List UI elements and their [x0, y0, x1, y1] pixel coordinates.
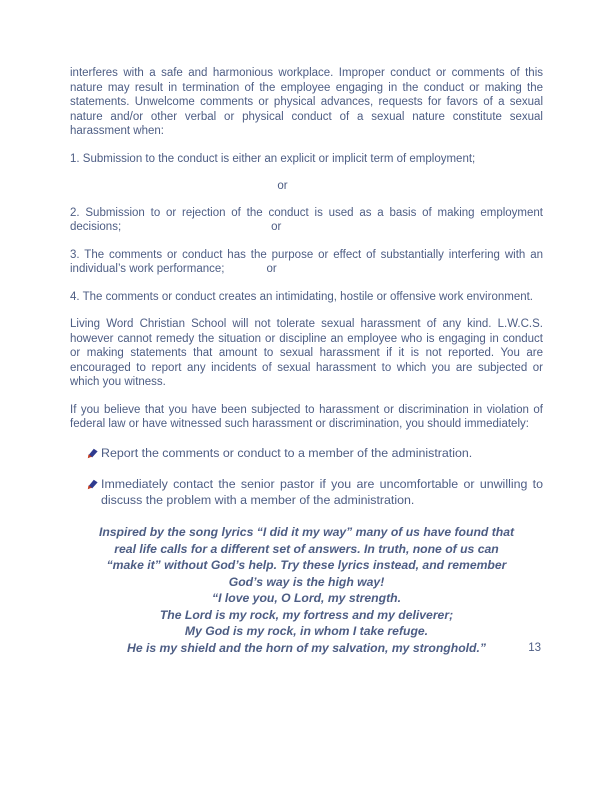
condition-item-3 — [70, 248, 543, 277]
bullet-text: Report the comments or conduct to a member of the administration. — [101, 445, 473, 460]
page-number: 13 — [528, 641, 541, 654]
condition-3-text: 3. The comments or conduct has the purpose or effect of substantially interfering with an individual’s work performance; — [70, 248, 543, 275]
condition-2-text: 2. Submission to or rejection of the conduct is used as a basis of making employment decisions; — [70, 206, 543, 233]
condition-item-4: 4. The comments or conduct creates an intimidating, hostile or offensive work environment. — [70, 290, 533, 303]
condition-item-2 — [70, 206, 543, 235]
arrow-picture-bullet-icon — [87, 445, 101, 464]
or-separator-1: or — [277, 180, 288, 192]
arrow-picture-bullet-icon — [87, 476, 101, 495]
or-separator-2: or — [271, 221, 282, 233]
poem-line: My God is my rock, in whom I take refuge. — [184, 624, 429, 638]
poem-line: “I love you, O Lord, my strength. — [212, 591, 401, 605]
inspirational-quote-block — [70, 524, 543, 656]
poem-line: Inspired by the song lyrics “I did it my way” many of us have found that — [98, 525, 515, 539]
action-bullet-list — [70, 445, 543, 509]
bullet-text: Immediately contact the senior pastor if you are uncomfortable or unwilling to discuss the problem with a member of the administration. — [101, 477, 543, 507]
poem-line: The Lord is my rock, my fortress and my deliverer; — [159, 607, 454, 622]
condition-1-text: 1. Submission to the conduct is either an explicit or implicit term of employment; — [70, 152, 476, 165]
poem-line: “make it” without God’s help. Try these lyrics instead, and remember — [106, 558, 507, 572]
poem-line: real life calls for a different set of answers. In truth, none of us can — [114, 541, 499, 556]
paragraph-policy: Living Word Christian School will not tolerate sexual harassment of any kind. L.W.C.S. however cannot remedy the situation or discipline an employee who is engaging in conduct or making statements that amount to sexual harassment if it is not reported. You are encouraged to report any incidents of sexual harassment to which you are subjected or which you witness. — [70, 318, 543, 388]
list-item — [70, 445, 543, 464]
or-separator-3: or — [266, 263, 277, 275]
list-item — [70, 476, 543, 508]
condition-item-1 — [70, 152, 543, 167]
paragraph-report: If you believe that you have been subjected to harassment or discrimination in violation of federal law or have witnessed such harassment or discrimination, you should immediately: — [70, 403, 543, 430]
poem-line: He is my shield and the horn of my salvation, my stronghold.” — [127, 640, 486, 655]
paragraph-intro: interferes with a safe and harmonious workplace. Improper conduct or comments of this nature may result in termination of the employee engaging in the conduct or making the statements. Unwelcome comments or physical advances, requests for favors of a sexual nature and/or other verbal or physical conduct of a sexual nature constitute sexual harassment when: — [70, 67, 543, 137]
page-content — [70, 66, 543, 656]
poem-line: God’s way is the high way! — [228, 574, 385, 589]
